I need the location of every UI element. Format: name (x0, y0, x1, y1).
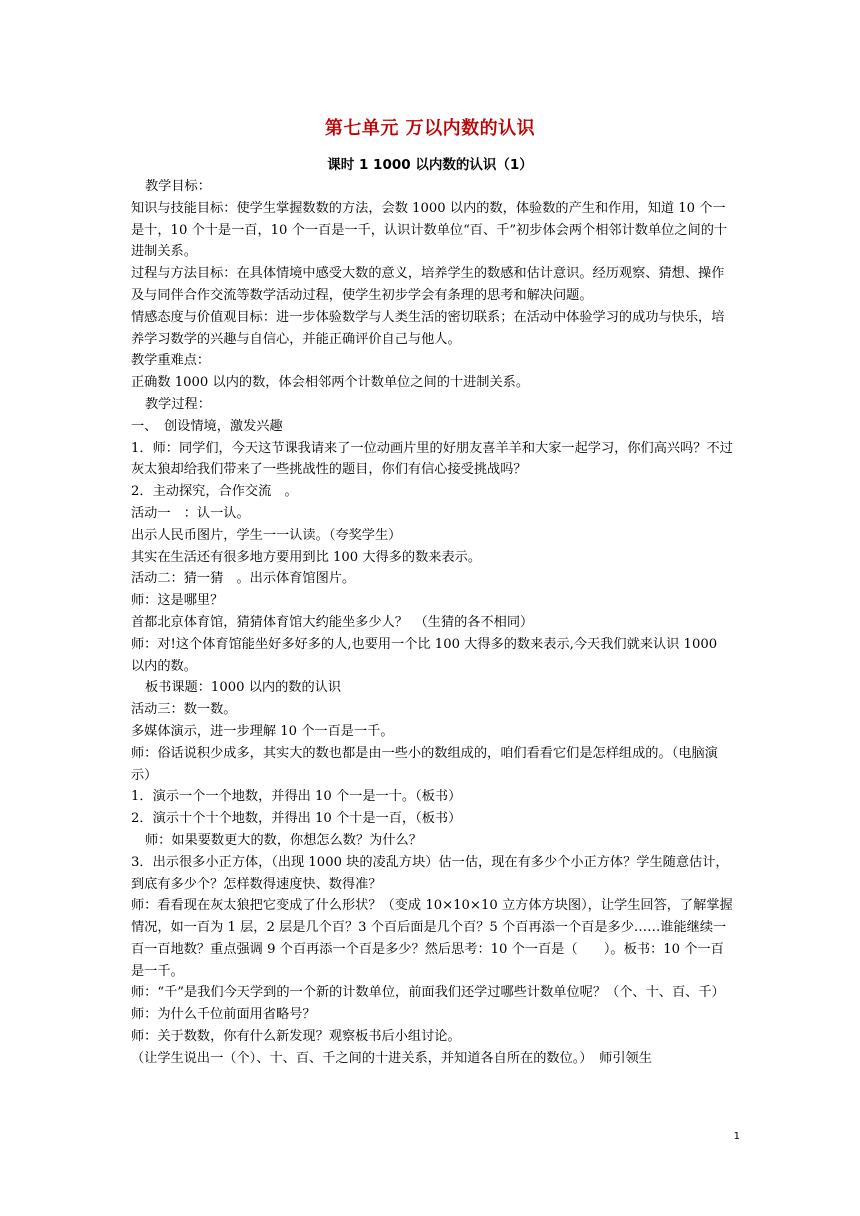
body-paragraph: 正确数 1000 以内的数，体会相邻两个计数单位之间的十进制关系。 (131, 375, 530, 391)
body-paragraph: 师：对!这个体育馆能坐好多好多的人,也要用一个比 100 大得多的数来表示,今天我们就来认识 1000 以内的数。 (131, 636, 718, 674)
lesson-subtitle: 课时 1 1000 以内数的认识（1） (327, 157, 533, 173)
body-paragraph: 首都北京体育馆，猜猜体育馆大约能坐多少人？ （生猜的各不相同） (131, 614, 534, 630)
body-paragraph: 活动三：数一数。 (131, 702, 237, 718)
body-paragraph: 其实在生活还有很多地方要用到比 100 大得多的数来表示。 (131, 549, 482, 565)
document-body (131, 176, 733, 1070)
body-paragraph: 情感态度与价值观目标：进一步体验数学与人类生活的密切联系；在活动中体验学习的成功与快乐，培养学习数学的兴趣与自信心，并能正确评价自己与他人。 (131, 309, 725, 347)
body-paragraph: 多媒体演示，进一步理解 10 个一百是一千。 (131, 723, 394, 739)
document-title: 第七单元 万以内数的认识 (324, 118, 536, 139)
body-paragraph: 1．演示一个一个地数，并得出 10 个一是一十。（板书） (131, 789, 462, 805)
body-paragraph: 教学目标： (145, 179, 211, 194)
body-paragraph: 师：如果要数更大的数，你想怎么数？为什么？ (145, 832, 422, 848)
body-paragraph: 知识与技能目标：使学生掌握数数的方法，会数 1000 以内的数，体验数的产生和作用，知道 10 个一是十，10 个十是一百，10 个一百是一千，认识计数单位“百、千”初步体会两个相邻计数单位之间的十进制关系。 (131, 200, 728, 260)
body-paragraph: 教学过程： (145, 396, 211, 412)
body-paragraph: 师：“千”是我们今天学到的一个新的计数单位，前面我们还学过哪些计数单位呢？（个、十、百、千） 师：为什么千位前面用省略号？ (131, 985, 732, 1023)
body-paragraph: 过程与方法目标：在具体情境中感受大数的意义，培养学生的数感和估计意识。经历观察、猜想、操作及与同伴合作交流等数学活动过程，使学生初步学会有条理的思考和解决问题。 (131, 266, 725, 303)
body-paragraph: 2．演示十个十个地数，并得出 10 个十是一百，（板书） (131, 811, 462, 827)
page-number: 1 (733, 1131, 740, 1142)
body-paragraph: 活动二：猜一猜 。出示体育馆图片。 (131, 571, 356, 587)
body-paragraph: 师：关于数数，你有什么新发现？观察板书后小组讨论。 (131, 1029, 461, 1045)
body-paragraph: 师：俗话说积少成多，其实大的数也都是由一些小的数组成的，咱们看看它们是怎样组成的。（电脑演示） (131, 745, 718, 783)
body-paragraph: 1．师：同学们，今天这节课我请来了一位动画片里的好朋友喜羊羊和大家一起学习，你们高兴吗？不过灰太狼却给我们带来了一些挑战性的题目，你们有信心接受挑战吗？ (131, 440, 733, 478)
body-paragraph: （让学生说出一（个）、十、百、千之间的十进关系，并知道各自所在的数位。） 师引领生 (131, 1050, 652, 1066)
body-paragraph: 师：这是哪里？ (131, 593, 224, 609)
body-paragraph: 出示人民币图片，学生一一认读。（夸奖学生） (131, 527, 402, 543)
body-paragraph: 板书课题：1000 以内的数的认识 (145, 680, 342, 696)
body-paragraph: 3．出示很多小正方体，（出现 1000 块的凌乱方块）估一估，现在有多少个小正方体？学生随意估计，到底有多少个？怎样数得速度快、数得准？ (131, 854, 729, 892)
body-paragraph: 一、 创设情境，激发兴趣 (131, 418, 283, 434)
body-paragraph: 师：看看现在灰太狼把它变成了什么形状？（变成 10×10×10 立方体方块图），让学生回答，了解掌握情况，如一百为 1 层，2 层是几个百？3 个百后面是几个百？5 个百再添一个百是多少……谁能继续一百一百地数？重点强调 9 个百再添一个百是多少？然后思考：10 个一百是（ ）。板书：10 个一百是一千。 (131, 898, 733, 979)
body-paragraph: 2．主动探究，合作交流 。 (131, 484, 298, 500)
body-paragraph: 活动一 ：认一认。 (131, 505, 250, 521)
body-paragraph: 教学重难点： (131, 353, 211, 369)
